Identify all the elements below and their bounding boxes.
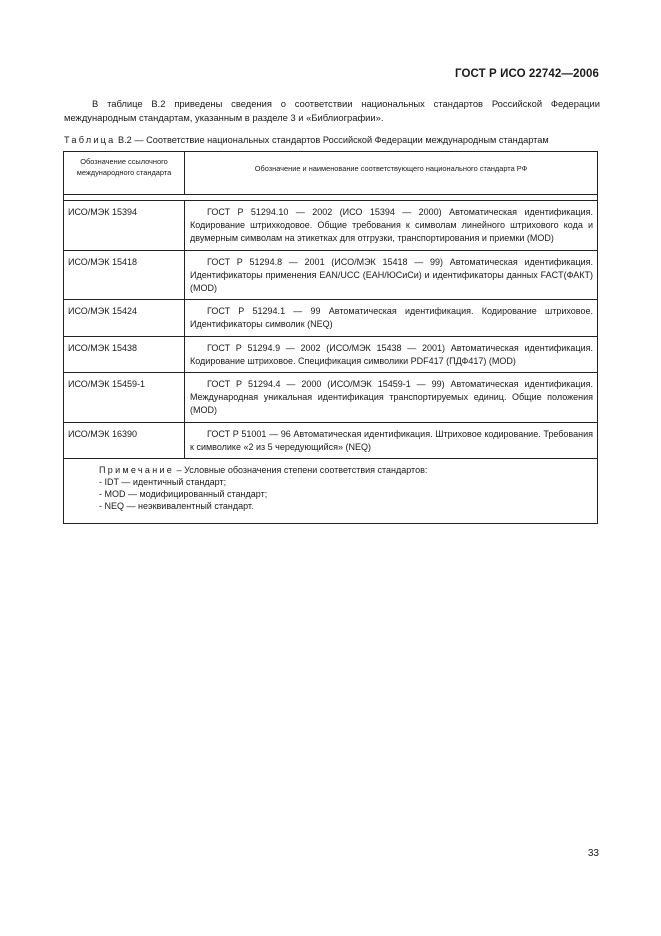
row-desc: ГОСТ Р 51001 — 96 Автоматическая идентификация. Штриховое кодирование. Требования к символике «2 из 5 чередующийся» (NEQ) xyxy=(190,428,593,452)
intro-paragraph: В таблице В.2 приведены сведения о соответствии национальных стандартов Российской Федерации международным стандартам, указанным в разделе 3 и «Библиографии». xyxy=(64,98,600,123)
page-number: 33 xyxy=(587,848,599,859)
note-label: Примечание xyxy=(99,465,175,476)
header-international-standard: Обозначение ссылочного международного стандарта xyxy=(64,152,185,194)
note-item: - MOD — модифицированный стандарт; xyxy=(99,489,268,500)
correspondence-table xyxy=(63,151,598,524)
row-ref: ИСО/МЭК 15394 xyxy=(64,201,185,250)
note-text: – Условные обозначения степени соответствия стандартов: xyxy=(176,465,428,476)
table-row xyxy=(64,423,597,459)
document-code: ГОСТ Р ИСО 22742—2006 xyxy=(454,68,599,80)
row-desc: ГОСТ Р 51294.1 — 99 Автоматическая идентификация. Кодирование штриховое. Идентификаторы символик (NEQ) xyxy=(190,306,593,330)
row-desc: ГОСТ Р 51294.4 — 2000 (ИСО/МЭК 15459-1 — 99) Автоматическая идентификация. Международная уникальная идентификация транспортируемых единиц. Общие положения (MOD) xyxy=(190,379,593,416)
row-desc: ГОСТ Р 51294.8 — 2001 (ИСО/МЭК 15418 — 99) Автоматическая идентификация. Идентификаторы применения EAN/UCC (ЕАН/ЮСиСи) и идентификаторы данных FACT(ФАКТ) (MOD) xyxy=(190,256,593,294)
row-ref: ИСО/МЭК 15438 xyxy=(64,337,185,372)
table-row xyxy=(64,251,597,301)
table-body xyxy=(64,200,597,459)
table-row xyxy=(64,373,597,423)
table-caption-label: Таблица xyxy=(64,135,116,145)
row-ref: ИСО/МЭК 16390 xyxy=(64,423,185,458)
row-ref: ИСО/МЭК 15418 xyxy=(64,251,185,300)
header-national-standard: Обозначение и наименование соответствующего национального стандарта РФ xyxy=(254,164,528,173)
row-ref: ИСО/МЭК 15459-1 xyxy=(64,373,185,422)
table-row xyxy=(64,200,597,251)
note-item: - IDT — идентичный стандарт; xyxy=(99,477,227,488)
note-item: - NEQ — неэквивалентный стандарт. xyxy=(99,501,254,512)
row-desc: ГОСТ Р 51294.10 — 2002 (ИСО 15394 — 2000) Автоматическая идентификация. Кодирование штрихкодовое. Общие требования к символам линейного штрихового кода и двумерным символам на этикетках для отгрузки, транспортирования и приемки (MOD) xyxy=(190,207,593,244)
row-desc: ГОСТ Р 51294.9 — 2002 (ИСО/МЭК 15438 — 2001) Автоматическая идентификация. Кодирование штриховое. Спецификация символики PDF417 (ПДФ417) (MOD) xyxy=(190,342,593,366)
table-row xyxy=(64,337,597,373)
row-ref: ИСО/МЭК 15424 xyxy=(64,300,185,335)
table-row xyxy=(64,300,597,336)
table-caption xyxy=(64,135,604,145)
table-caption-text: В.2 — Соответствие национальных стандартов Российской Федерации международным стандартам xyxy=(118,135,549,145)
table-note xyxy=(64,459,597,523)
note-heading xyxy=(99,464,597,476)
table-header xyxy=(64,152,597,195)
